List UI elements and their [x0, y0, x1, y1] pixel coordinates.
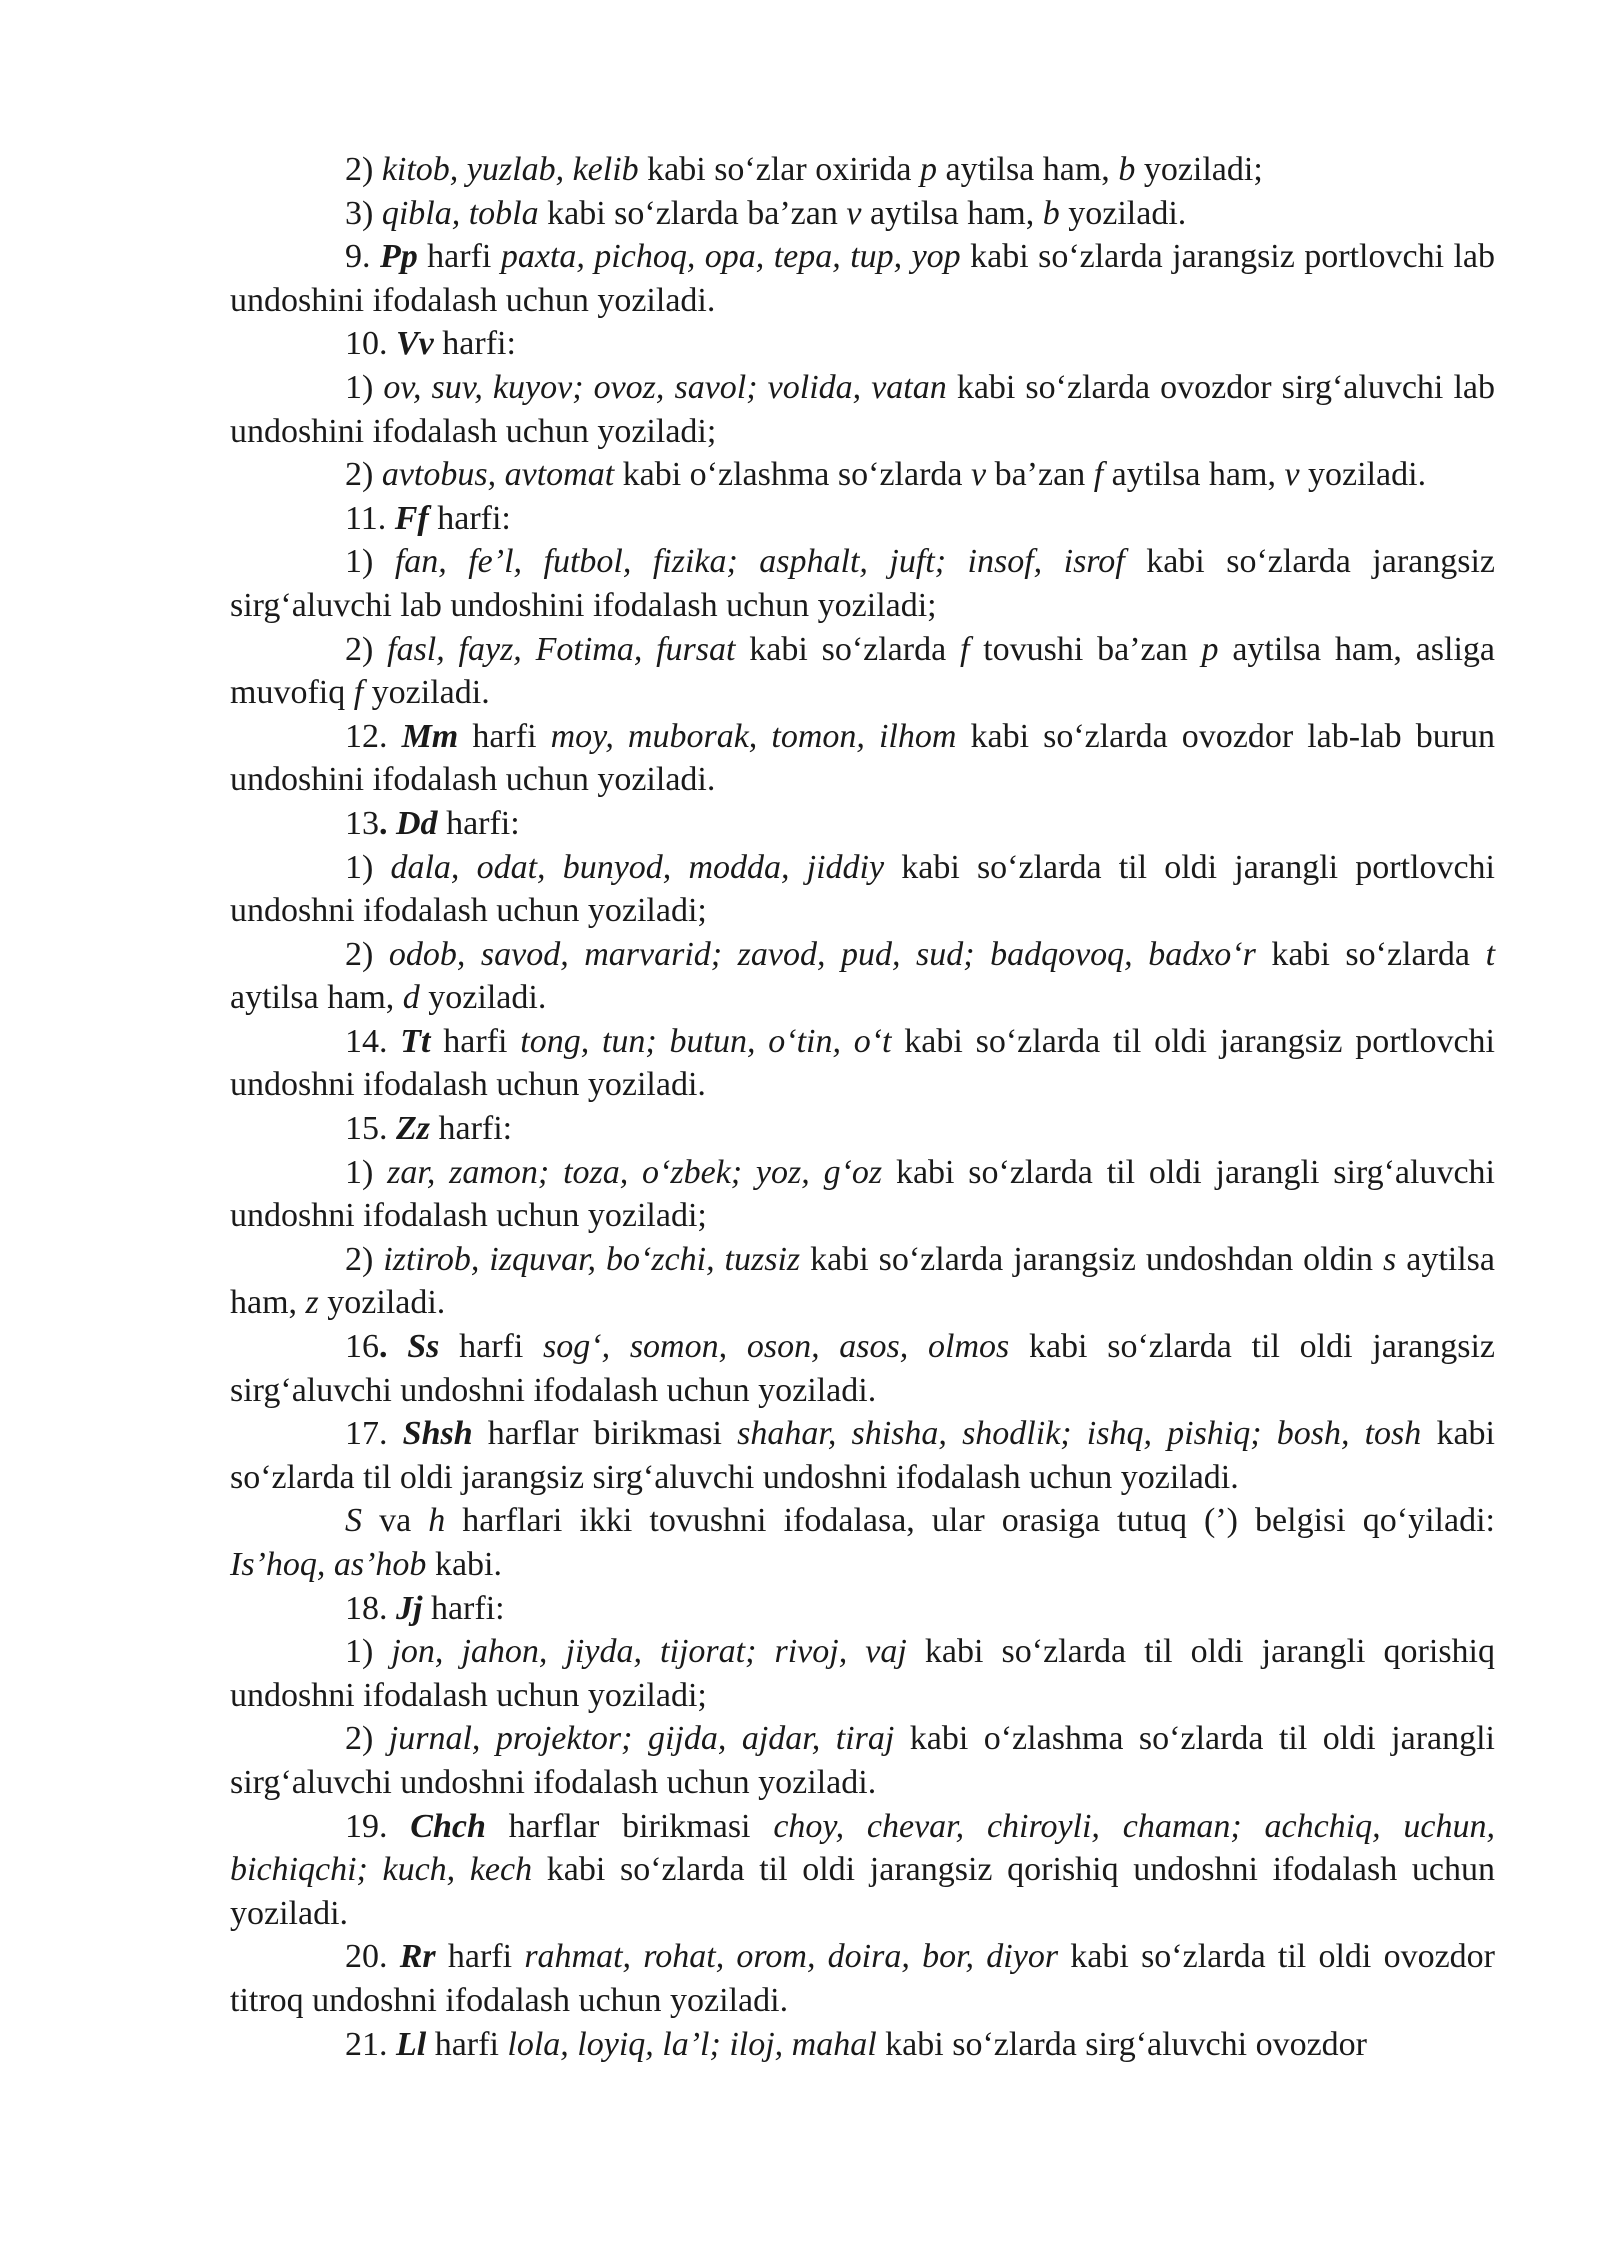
text-run: aytilsa ham, asliga muvofiq	[230, 630, 1495, 712]
text-run: 1)	[345, 848, 391, 886]
text-run: aytilsa ham,	[861, 194, 1043, 232]
text-run: harfi	[439, 1328, 544, 1366]
text-run: tovushi ba’zan	[969, 630, 1202, 668]
text-run: 2)	[345, 1240, 384, 1278]
text-run: 15.	[345, 1110, 396, 1148]
text-run: kabi so‘zlar oxirida	[638, 151, 921, 188]
example-words: b	[1042, 194, 1060, 232]
paragraph	[230, 933, 1495, 1020]
text-run: kabi o‘zlashma so‘zlarda til oldi jarangli sirg‘aluvchi undoshni ifodalash uchun yoziladi.	[230, 1720, 1495, 1801]
example-words: dala, odat, bunyod, modda, jiddiy	[390, 848, 885, 886]
text-run: kabi so‘zlarda	[1255, 935, 1486, 973]
example-words: choy, chevar, chiroyli, chaman; achchiq, uchun, bichiqchi; kuch, kech	[230, 1807, 1496, 1889]
example-words: p	[920, 151, 938, 188]
text-run: 9.	[345, 238, 380, 276]
text-run: kabi o‘zlashma so‘zlarda	[614, 456, 971, 494]
example-words: odob, savod, marvarid; zavod, pud, sud; badqovoq, badxo‘r	[388, 935, 1256, 973]
text-run: kabi so‘zlarda jarangsiz undoshdan oldin	[800, 1240, 1384, 1278]
text-run: harflar birikmasi	[472, 1415, 738, 1453]
paragraph	[230, 846, 1495, 933]
text-run: harfi:	[428, 499, 511, 537]
text-run: 1)	[345, 1633, 392, 1671]
text-run: 1)	[345, 368, 384, 406]
paragraph	[230, 1412, 1495, 1499]
text-run: kabi so‘zlarda ovozdor lab-lab burun undoshini ifodalash uchun yoziladi.	[230, 717, 1496, 799]
paragraph	[230, 1935, 1495, 2022]
text-run: 18.	[345, 1589, 396, 1627]
example-words: iztirob, izquvar, bo‘zchi, tuzsiz	[383, 1240, 801, 1278]
text-run: 14.	[345, 1022, 401, 1060]
text-run: aytilsa ham,	[937, 151, 1119, 188]
text-run: harfi:	[433, 325, 516, 363]
text-run: kabi so‘zlarda til oldi jarangli sirg‘aluvchi undoshni ifodalash uchun yoziladi;	[230, 1153, 1495, 1235]
text-run: yoziladi.	[1299, 456, 1427, 494]
example-words: f	[1093, 456, 1104, 494]
text-run: kabi so‘zlarda jarangsiz portlovchi lab undoshini ifodalash uchun yoziladi.	[230, 238, 1496, 319]
example-words: avtobus, avtomat	[381, 456, 615, 494]
example-words: sog‘, somon, oson, asos, olmos	[543, 1328, 1010, 1366]
example-words: qibla, tobla	[381, 194, 539, 232]
text-run: harfi	[458, 717, 551, 755]
example-words: fasl, fayz, Fotima, fursat	[387, 630, 736, 668]
example-words: S	[345, 1502, 362, 1540]
paragraph	[230, 322, 1495, 366]
text-run: kabi so‘zlarda til oldi jarangsiz qorishiq undoshni ifodalash uchun yoziladi.	[230, 1851, 1495, 1932]
example-words: v	[971, 456, 987, 494]
text-run: harfi:	[422, 1589, 505, 1627]
text-run: aytilsa ham,	[1103, 456, 1285, 494]
letter-heading: Pp	[379, 238, 418, 276]
paragraph	[230, 192, 1495, 236]
example-words: jurnal, projektor; gijda, ajdar, tiraj	[388, 1720, 895, 1758]
paragraph	[230, 366, 1495, 453]
example-words: ov, suv, kuyov; ovoz, savol; volida, vatan	[383, 368, 947, 406]
paragraph	[230, 235, 1495, 322]
text-run: harfi	[426, 2025, 508, 2063]
paragraph	[230, 1587, 1495, 1631]
letter-heading: Ll	[396, 2025, 427, 2063]
paragraph	[230, 1630, 1495, 1717]
text-run: harfi:	[430, 1110, 513, 1148]
text-run: yoziladi.	[1059, 194, 1187, 232]
example-words: tong, tun; butun, o‘tin, o‘t	[520, 1022, 892, 1060]
text-run: 12.	[345, 717, 402, 755]
text-run: 21.	[345, 2025, 396, 2063]
letter-heading: Zz	[396, 1110, 430, 1148]
text-run: yoziladi.	[363, 674, 490, 712]
letter-heading: Ss	[407, 1328, 440, 1366]
example-words: p	[1201, 630, 1219, 668]
paragraph	[230, 628, 1495, 715]
text-run: 13	[345, 804, 379, 842]
letter-heading: Mm	[401, 717, 459, 755]
text-run: kabi so‘zlarda jarangsiz sirg‘aluvchi lab undoshini ifodalash uchun yoziladi;	[230, 543, 1496, 624]
text-run: aytilsa ham,	[230, 979, 403, 1017]
letter-heading: .	[379, 804, 388, 842]
text-run: harfi:	[437, 804, 520, 842]
text-run: harfi	[435, 1938, 525, 1976]
text-run: 2)	[345, 456, 382, 494]
text-run: 16	[345, 1328, 379, 1366]
example-words: jon, jahon, jiyda, tijorat; rivoj, vaj	[391, 1633, 907, 1671]
text-run: kabi so‘zlarda til oldi jarangsiz sirg‘aluvchi undoshni ifodalash uchun yoziladi.	[230, 1328, 1495, 1409]
example-words: h	[428, 1502, 446, 1540]
example-words: shahar, shisha, shodlik; ishq, pishiq; bosh, tosh	[737, 1415, 1422, 1453]
paragraph	[230, 1238, 1495, 1325]
text-run: harfi	[417, 238, 501, 276]
example-words: rahmat, rohat, orom, doira, bor, diyor	[524, 1938, 1059, 1976]
text-run: yoziladi;	[1135, 151, 1263, 188]
example-words: fan, fe’l, futbol, fizika; asphalt, juft; insof, isrof	[394, 543, 1125, 581]
paragraph	[230, 453, 1495, 497]
text-run: ba’zan	[986, 456, 1094, 494]
example-words: v	[1284, 456, 1300, 494]
document-page	[230, 148, 1495, 2066]
paragraph	[230, 1325, 1495, 1412]
example-words: t	[1485, 935, 1496, 973]
text-run: 2)	[345, 630, 388, 668]
example-words: Is’hoq, as’hob	[230, 1546, 427, 1583]
text-run: harfi	[430, 1022, 521, 1060]
text-run: aytilsa ham,	[230, 1240, 1495, 1322]
text-run: kabi so‘zlarda ovozdor sirg‘aluvchi lab undoshini ifodalash uchun yoziladi;	[230, 368, 1495, 450]
text-run	[388, 1328, 408, 1365]
example-words: d	[402, 979, 420, 1017]
example-words: paxta, pichoq, opa, tepa, tup, yop	[500, 238, 961, 276]
text-run: kabi so‘zlarda til oldi ovozdor titroq undoshni ifodalash uchun yoziladi.	[230, 1938, 1495, 2019]
example-words: s	[1383, 1240, 1397, 1278]
example-words: v	[846, 194, 862, 232]
text-run: 17.	[345, 1415, 403, 1453]
example-words: lola, loyiq, la’l; iloj, mahal	[507, 2025, 877, 2063]
letter-heading: Ff	[394, 499, 429, 537]
text-run: 2)	[345, 151, 382, 188]
text-run: kabi so‘zlarda til oldi jarangli portlovchi undoshni ifodalash uchun yoziladi;	[230, 848, 1495, 930]
text-run: harflar birikmasi	[485, 1807, 774, 1845]
paragraph	[230, 497, 1495, 541]
letter-heading: Chch	[410, 1807, 486, 1845]
text-run: 19.	[345, 1807, 411, 1845]
paragraph	[230, 1020, 1495, 1107]
text-run: 11.	[345, 499, 395, 537]
example-words: kitob, yuzlab, kelib	[381, 151, 639, 188]
text-run: 3)	[345, 194, 382, 232]
text-run: harflari ikki tovushni ifodalasa, ular orasiga tutuq (’) belgisi qo‘yiladi:	[445, 1502, 1495, 1540]
text-run: yoziladi.	[318, 1284, 446, 1322]
example-words: moy, muborak, tomon, ilhom	[550, 717, 957, 755]
text-run: yoziladi.	[419, 979, 547, 1017]
text-run: va	[362, 1502, 429, 1540]
letter-heading: Tt	[400, 1022, 431, 1060]
text-run: kabi so‘zlarda sirg‘aluvchi ovozdor	[876, 2025, 1367, 2063]
text-run: kabi so‘zlarda til oldi jarangsiz portlovchi undoshni ifodalash uchun yoziladi.	[230, 1022, 1496, 1104]
text-run: 20.	[345, 1938, 400, 1976]
text-run: 2)	[345, 1720, 389, 1758]
text-run: kabi so‘zlarda til oldi jarangli qorishiq undoshni ifodalash uchun yoziladi;	[230, 1633, 1496, 1714]
paragraph	[230, 1107, 1495, 1151]
text-run	[388, 805, 397, 842]
text-run: 10.	[345, 325, 396, 363]
letter-heading: Shsh	[402, 1415, 473, 1453]
text-run: kabi so‘zlarda ba’zan	[538, 194, 847, 232]
paragraph	[230, 148, 1495, 192]
text-run: kabi.	[426, 1546, 502, 1583]
paragraph	[230, 2023, 1495, 2067]
text-run: kabi so‘zlarda	[735, 630, 960, 668]
paragraph	[230, 540, 1495, 627]
letter-heading: .	[379, 1328, 388, 1366]
text-run: 1)	[345, 1153, 388, 1191]
paragraph	[230, 1499, 1495, 1586]
paragraph	[230, 715, 1495, 802]
example-words: f	[959, 630, 970, 668]
example-words: b	[1118, 151, 1136, 188]
paragraph	[230, 1805, 1495, 1936]
text-run: 1)	[345, 543, 395, 581]
example-words: zar, zamon; toza, o‘zbek; yoz, g‘oz	[387, 1153, 883, 1191]
letter-heading: Dd	[396, 804, 438, 842]
text-run: kabi so‘zlarda til oldi jarangsiz sirg‘aluvchi undoshni ifodalash uchun yoziladi.	[230, 1415, 1495, 1496]
letter-heading: Rr	[399, 1938, 436, 1976]
example-words: z	[305, 1284, 319, 1322]
paragraph	[230, 802, 1495, 846]
paragraph	[230, 1717, 1495, 1804]
text-run: 2)	[345, 935, 389, 973]
example-words: f	[353, 674, 364, 712]
paragraph	[230, 1151, 1495, 1238]
letter-heading: Jj	[396, 1589, 423, 1627]
letter-heading: Vv	[396, 325, 434, 363]
